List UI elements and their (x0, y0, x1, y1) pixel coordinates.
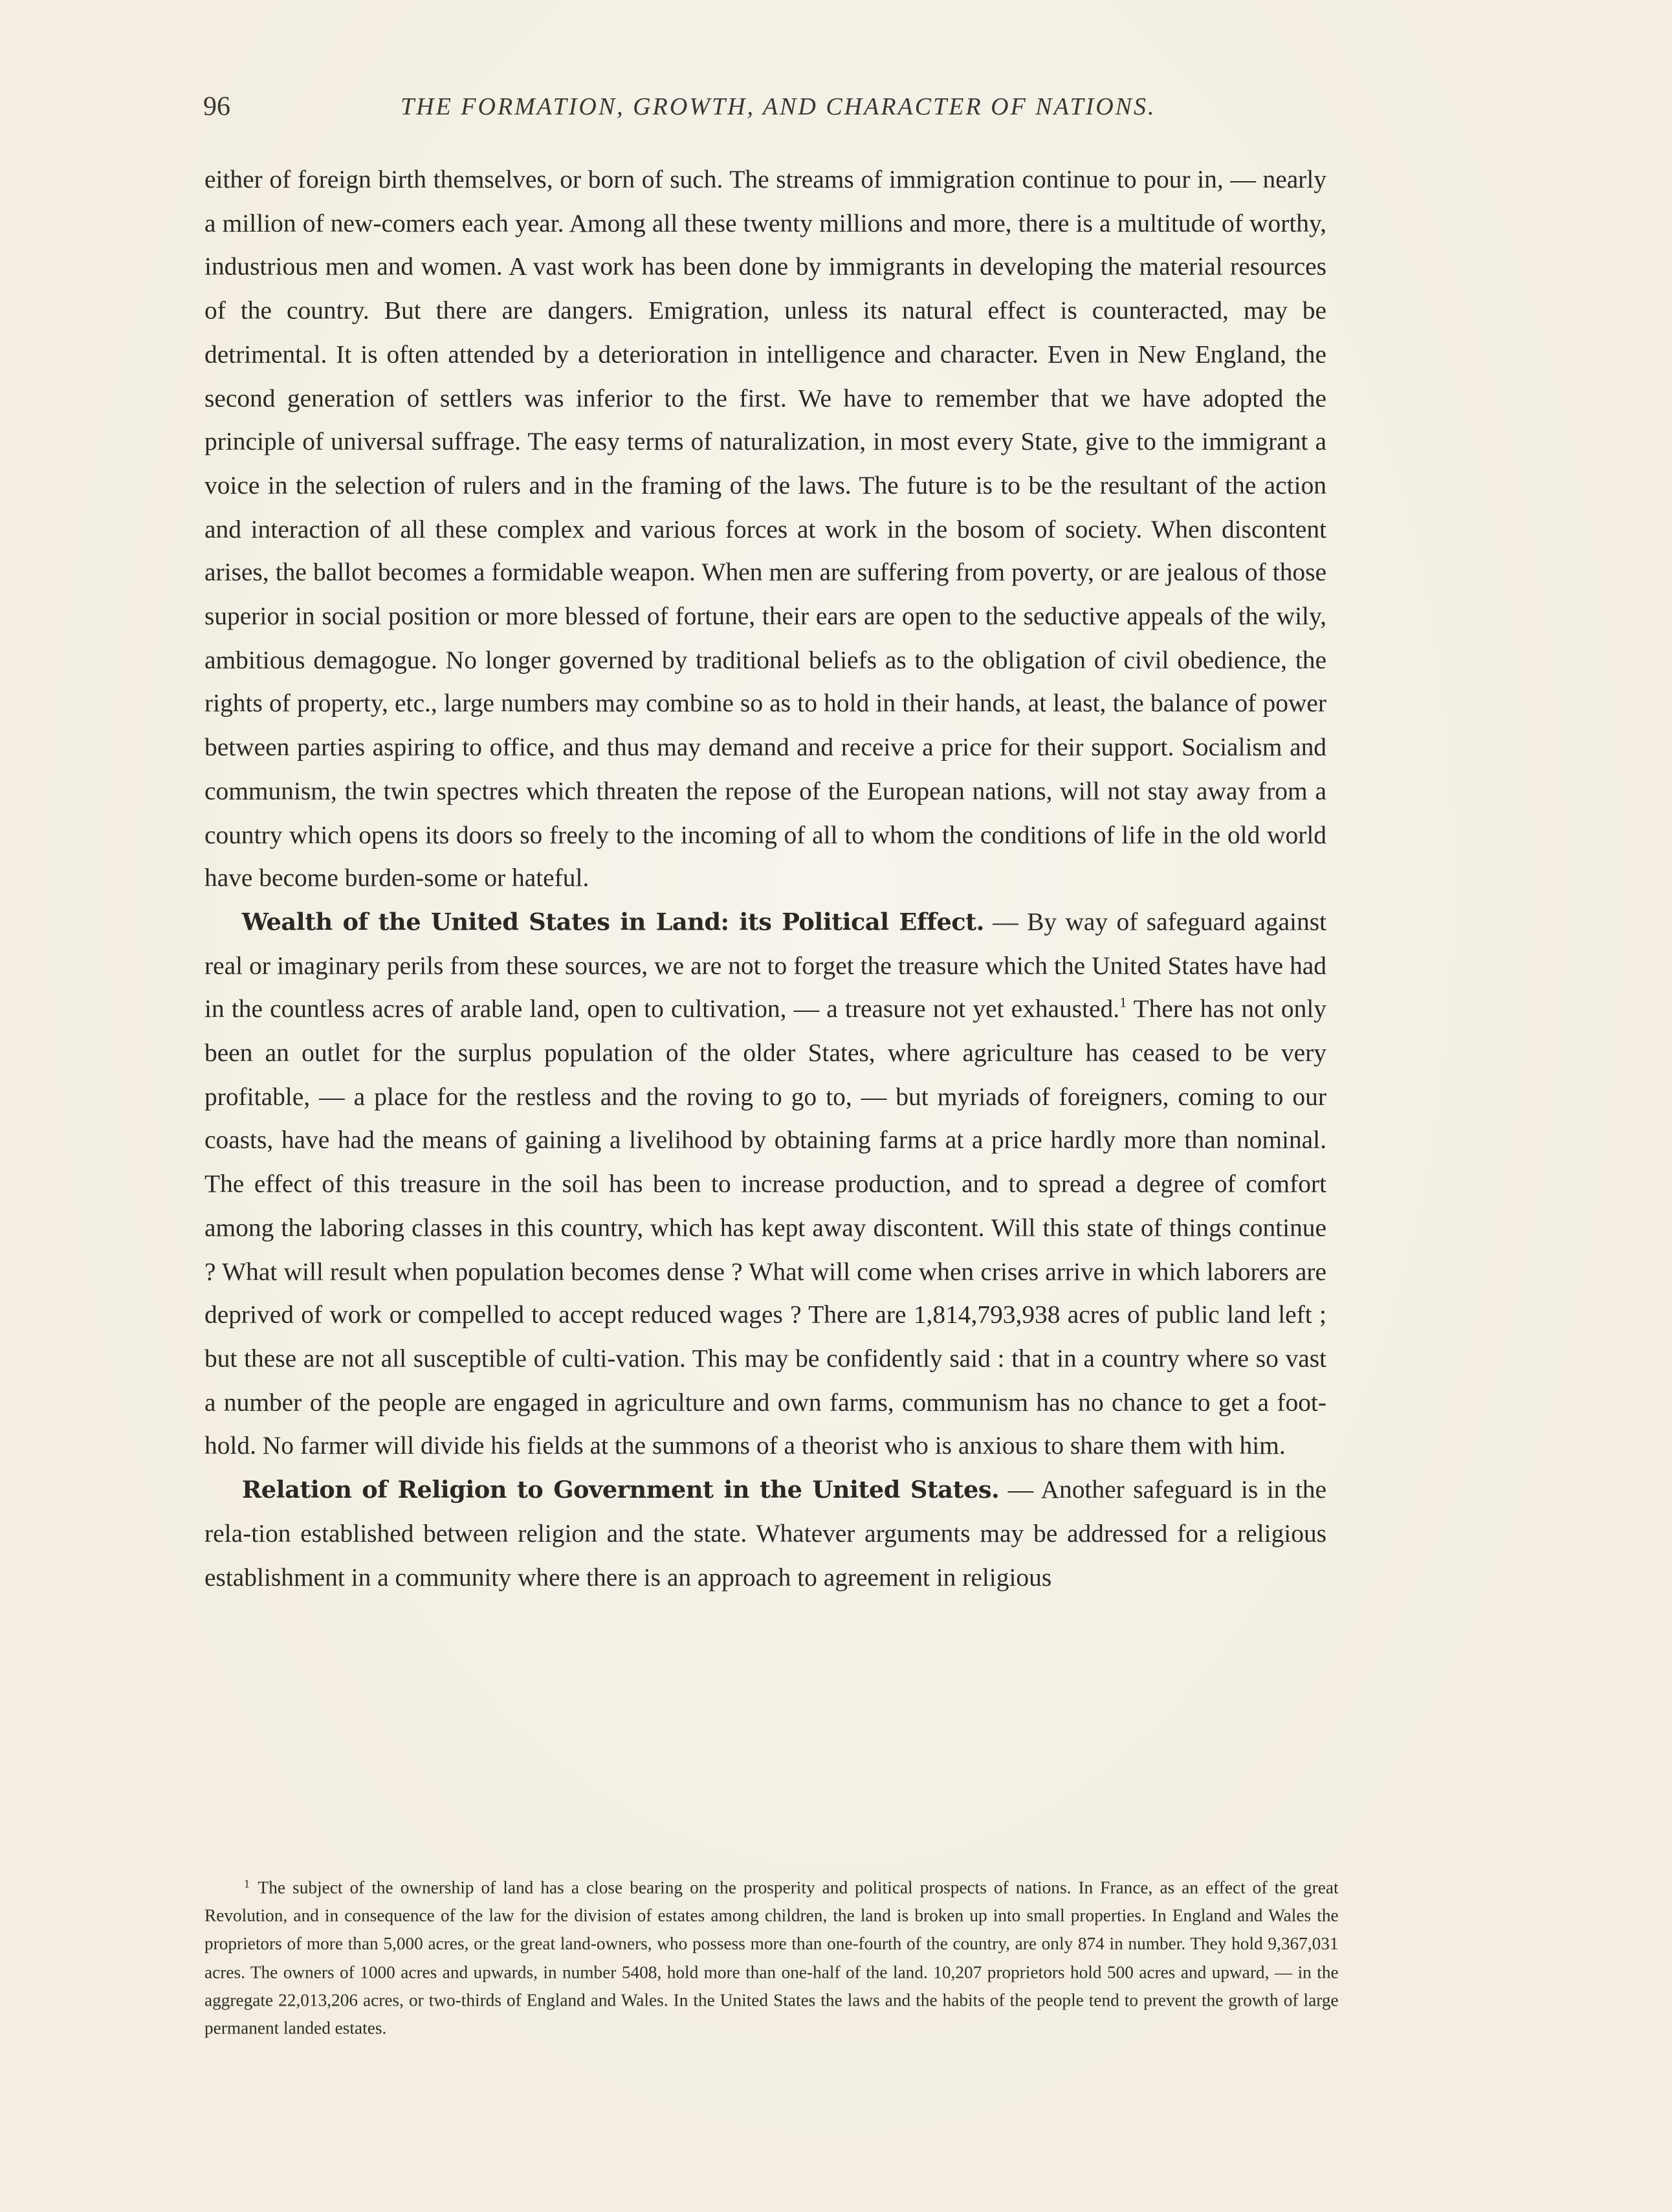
paragraph-text: — By way of safeguard against real or imaginary perils from these sources, we are not to forget the treasure which the United States have had in the countless acres of arable land, open to cultivation, — a treasure not yet exhausted. (204, 908, 1327, 1024)
running-header (203, 91, 1342, 129)
footnote-reference[interactable]: 1 (1119, 994, 1127, 1011)
running-title: THE FORMATION, GROWTH, AND CHARACTER OF NATIONS. (401, 93, 1156, 120)
page-number: 96 (203, 92, 230, 122)
footnote-marker: 1 (243, 1878, 250, 1891)
paragraph-land-wealth (204, 901, 1326, 1469)
footnote-text: The subject of the ownership of land has a close bearing on the prosperity and political prospects of nations. In France, as an effect of the great Revolution, and in consequence of the law for the division of estates among children, the land is broken up into small properties. In England and Wales the proprietors of more than 5,000 acres, or the great land-owners, who possess more than one-fourth of the country, are only 874 in number. They hold 9,367,031 acres. The owners of 1000 acres and upwards, in number 5408, hold more than one-half of the land. 10,207 proprietors hold 500 acres and upward, — in the aggregate 22,013,206 acres, or two-thirds of England and Wales. In the United States the laws and the habits of the people tend to prevent the growth of large permanent landed estates. (204, 1878, 1339, 2039)
section-heading-land-wealth: Wealth of the United States in Land: its Political Effect. (241, 909, 984, 937)
paragraph-text: — Another safeguard is in the rela-tion established between religion and the state. Whatever arguments may be addressed for a religious establishment in a community where there is an approach to agreement in religious (204, 1476, 1327, 1592)
paragraph-text: There has not only been an outlet for the surplus population of the older States, where agriculture has ceased to be very profitable, — a place for the restless and the roving to go to, — but myriads of foreigners, coming to our coasts, have had the means of gaining a livelihood by obtaining farms at a price hardly more than nominal. The effect of this treasure in the soil has been to increase production, and to spread a degree of comfort among the laboring classes in this country, which has kept away discontent. Will this state of things continue ? What will result when population becomes dense ? What will come when crises arrive in which laborers are deprived of work or compelled to accept reduced wages ? There are 1,814,793,938 acres of public land left ; but these are not all susceptible of culti-vation. This may be confidently said : that in a country where so vast a number of the people are engaged in agriculture and own farms, communism has no chance to get a foot-hold. No farmer will divide his fields at the summons of a theorist who is anxious to share them with him. (204, 995, 1326, 1461)
paragraph-immigration: either of foreign birth themselves, or born of such. The streams of immigration continue to pour in, — nearly a million of new-comers each year. Among all these twenty millions and more, there is a multitude of worthy, industrious men and women. A vast work has been done by immigrants in developing the material resources of the country. But there are dangers. Emigration, unless its natural effect is counteracted, may be detrimental. It is often attended by a deterioration in intelligence and character. Even in New England, the second generation of settlers was inferior to the first. We have to remember that we have adopted the principle of universal suffrage. The easy terms of naturalization, in most every State, give to the immigrant a voice in the selection of rulers and in the framing of the laws. The future is to be the resultant of the action and interaction of all these complex and various forces at work in the bosom of society. When discontent arises, the ballot becomes a formidable weapon. When men are suffering from poverty, or are jealous of those superior in social position or more blessed of fortune, their ears are open to the seductive appeals of the wily, ambitious demagogue. No longer governed by traditional beliefs as to the obligation of civil obedience, the rights of property, etc., large numbers may combine so as to hold in their hands, at least, the balance of power between parties aspiring to office, and thus may demand and receive a price for their support. Socialism and communism, the twin spectres which threaten the repose of the European nations, will not stay away from a country which opens its doors so freely to the incoming of all to whom the conditions of life in the old world have become burden-some or hateful. (204, 166, 1326, 893)
section-heading-religion: Relation of Religion to Government in the United States. (241, 1476, 1000, 1505)
footnote (204, 1874, 1339, 2042)
paragraph-religion (204, 1469, 1326, 1600)
body-text (204, 159, 1326, 1600)
